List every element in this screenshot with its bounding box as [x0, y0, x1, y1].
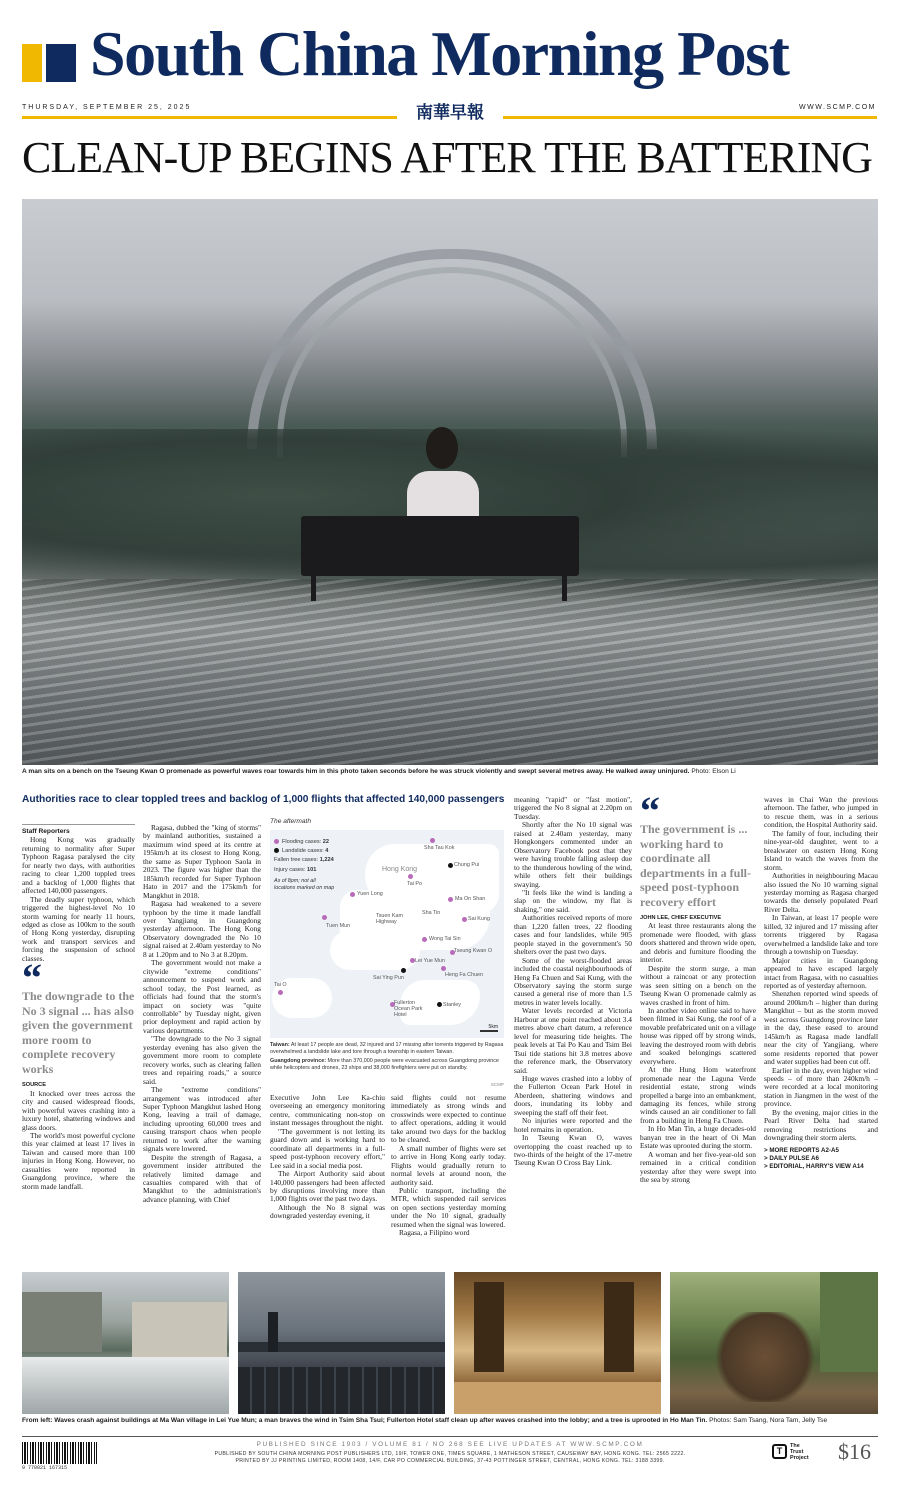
map-place-label: Stanley: [443, 1002, 461, 1008]
paragraph: Authorities received reports of more than 1,220 fallen trees, 22 flooding cases and four landslides, while 905 people stayed in the government's 50 shelters over the past two days.: [514, 913, 632, 957]
strip-photo-tsim-sha-tsui: [238, 1272, 445, 1414]
map-title: The aftermath: [270, 818, 312, 825]
paragraph: At the Hung Hom waterfront promenade near the Laguna Verde residential estate, strong winds propelled a barge into an embankment, damaging its fences, while strong winds caused an air conditioner to fall from a building in Heng Fa Chuen.: [640, 1065, 756, 1125]
paragraph: The "extreme conditions" arrangement was introduced after Super Typhoon Mangkhut lashed Hong Kong, leaving a trail of damage, including uprooting 60,000 trees and causing transport chaos when people returned to work after the warning signals were lowered.: [143, 1085, 261, 1154]
cover-price: $16: [838, 1439, 871, 1464]
paragraph: By the evening, major cities in the Pearl River Delta had started removing restrictions and downgrading their storm alerts.: [764, 1107, 878, 1143]
map-scale: 5km: [480, 1024, 498, 1032]
paragraph: Public transport, including the MTR, which suspended rail services on open sections yesterday morning under the No 10 signal, gradually resumed when the signal was lowered.: [391, 1185, 506, 1229]
building-shape: [132, 1302, 227, 1360]
barcode: [22, 1442, 97, 1464]
map-pin: [448, 863, 453, 868]
wave-splash: [22, 1357, 229, 1414]
paragraph: Earlier in the day, even higher wind speeds – of more than 240km/h – were recorded at a local monitoring station in Jiangmen in the west of the province.: [764, 1065, 878, 1109]
paragraph: In Tseung Kwan O, waves overtopping the coast reached up to two-thirds of the height of the 17-metre Tseung Kwan O Cross Bay Link.: [514, 1133, 632, 1168]
map-place-label: Sai Kung: [468, 916, 490, 922]
map-place-label: Sai Ying Pun: [373, 975, 404, 981]
dateline: THURSDAY, SEPTEMBER 25, 2025: [22, 104, 192, 111]
legend-value: 101: [306, 866, 317, 873]
paragraph: Hong Kong was gradually returning to normality after Super Typhoon Ragasa paralysed the city for nearly two days, with authorities racing to clear 1,200 toppled trees and a backlog of 1,000 flights that affected 140,000 passengers.: [22, 835, 135, 896]
paragraph: Executive John Lee Ka-chiu overseeing an emergency monitoring centre, communicating non-stop on instant messages throughout the night.: [270, 1094, 385, 1128]
bench-leg: [562, 571, 567, 601]
map-pin: [462, 917, 467, 922]
map-place-label: Tuen Mun: [326, 923, 351, 929]
paragraph: In another video online said to have been filmed in Sai Kung, the roof of a movable prefabricated unit on a village house was ripped off by strong winds, leaving the destroyed room with debris and soaked belongings scattered everywhere.: [640, 1005, 756, 1066]
map-place-label: Fullerton Ocean Park Hotel: [394, 1000, 423, 1019]
main-photo-caption: [22, 768, 878, 775]
flood-water: [22, 579, 878, 765]
legend-value: 22: [322, 839, 329, 845]
map-note-text: More than 370,000 people were evacuated across Guangdong province while helicopters and drones, 23 ships and 38,000 firefighters were put on standby.: [270, 1058, 499, 1071]
trust-line: Trust: [790, 1449, 804, 1455]
pull-quote: The government is ... working hard to coordinate all departments in a full-speed post-typhoon recovery effort: [640, 822, 751, 909]
map-place-label: Tseung Kwan O: [454, 948, 493, 954]
paragraph: "It feels like the wind is landing a slap on the window, my flat is shaking," one said.: [514, 887, 632, 914]
quote-mark-icon: [640, 796, 756, 818]
map-place-label: Chung Pui: [454, 862, 480, 868]
strip-caption: [22, 1417, 878, 1424]
map-place-label: Tai O: [274, 982, 287, 988]
gold-rule-right: [503, 116, 877, 119]
footer-imprint: [200, 1441, 700, 1464]
strip-photo-ma-wan: [22, 1272, 229, 1414]
map-land: [330, 930, 420, 970]
article-column-4: [391, 1094, 506, 1266]
byline: Staff Reporters: [22, 824, 135, 836]
paragraph: "The downgrade to the No 3 signal yesterday evening has also given the government more room to complete recovery works, such as clearing fallen trees and repairing roads," a source said.: [143, 1034, 261, 1086]
map-place-label: Yuen Long: [357, 891, 383, 897]
building-shape: [22, 1292, 102, 1352]
map-pin: [401, 968, 406, 973]
map-notes: [270, 1042, 504, 1071]
photo-credit: Photo: Elson Li: [691, 768, 736, 775]
strip-caption-text: From left: Waves crash against buildings at Ma Wan village in Lei Yue Mun; a man braves the wind in Tsim Sha Tsui; Fullerton Hotel staff clean up after waves crashed into the lobby; and a tree is uprooted in Ho Man Tin.: [22, 1417, 708, 1424]
article-column-3: [270, 1094, 385, 1266]
cross-references: [764, 1147, 878, 1172]
paragraph: meaning "rapid" or "fast motion", triggered the No 8 signal at 2.20pm on Tuesday.: [514, 796, 632, 821]
pillar-shape: [604, 1282, 634, 1372]
paragraph: Despite the storm surge, a man without a raincoat or any protection was seen sitting on a bench on the Tseung Kwan O promenade calmly as waves crashed in front of him.: [640, 963, 756, 1007]
paragraph: Ragasa had weakened to a severe typhoon by the time it made landfall over Yangjiang in Guangdong yesterday afternoon. The Hong Kong Observatory downgraded the No 10 signal raised at 2.40am yesterday to No 8 at 1.20pm and to No 3 at 8.20pm.: [143, 899, 261, 959]
quote-mark-icon: [22, 963, 135, 985]
strip-credit: Photos: Sam Tsang, Nora Tam, Jelly Tse: [709, 1417, 828, 1424]
logo-navy-block: [46, 44, 76, 82]
article-column-1: [22, 824, 135, 1264]
trust-project-icon: T: [772, 1444, 787, 1459]
landslide-dot-icon: [274, 848, 279, 853]
flood-dot-icon: [274, 839, 279, 844]
article-column-7: [764, 796, 878, 1266]
caption-text: A man sits on a bench on the Tseung Kwan O promenade as powerful waves roar towards him in this photo taken seconds before he was struck violently and swept several metres away. He walked away uninjured.: [22, 768, 690, 775]
trust-line: The: [790, 1443, 800, 1449]
ref-more-reports-link[interactable]: > MORE REPORTS A2-A5: [764, 1146, 839, 1154]
map-place-label: Tsuen Kam Highway: [376, 913, 403, 925]
trust-line: Project: [790, 1455, 809, 1461]
legend-label: Injury cases:: [274, 866, 306, 873]
bench-leg: [311, 571, 316, 601]
gold-rule-left: [22, 116, 397, 119]
paragraph: Authorities in neighbouring Macau also issued the No 10 warning signal yesterday morning as Ragasa charged towards the densely populated Pearl River Delta.: [764, 871, 878, 914]
legend-label: Landslide cases:: [282, 848, 324, 855]
paragraph: Ragasa, a Filipino word: [399, 1228, 470, 1238]
legend-value: 4: [325, 848, 329, 855]
map-place-label: Lei Yue Mun: [415, 958, 445, 964]
paragraph: In Ho Man Tin, a huge decades-old banyan tree in the heart of Oi Man Estate was uprooted during the storm.: [640, 1124, 756, 1151]
root-ball-shape: [710, 1312, 820, 1402]
article-column-6: [640, 796, 756, 1266]
paragraph: Some of the worst-flooded areas included the coastal neighbourhoods of Heng Fa Chuen and Sai Kung, with the Observatory saying the storm surge caused a general rise of more than 1.5 metres in water levels locally.: [514, 955, 632, 1007]
strip-photo-ho-man-tin-tree: [670, 1272, 878, 1414]
paragraph: Water levels recorded at Victoria Harbour at one point reached about 3.4 metres above chart datum, a reference level for measuring tide heights. The peak levels at Tai Po Kau and Tsim Bei Tsui tide stations hit 3.8 metres above the reference mark, the Observatory said.: [514, 1006, 632, 1075]
pull-quote: The downgrade to the No 3 signal ... has also given the government more room to complete recovery works: [22, 989, 135, 1076]
masthead-chinese: 南華早報: [416, 103, 484, 123]
paragraph: It knocked over trees across the city and caused widespread floods, with powerful waves crashing into a luxury hotel, shattering windows and glass doors.: [22, 1088, 135, 1132]
map-pin: [408, 874, 413, 879]
pillar-shape: [474, 1282, 504, 1372]
legend-label: Fallen tree cases:: [274, 857, 319, 864]
railing-shape: [238, 1367, 445, 1414]
strip-photo-fullerton-hotel: [454, 1272, 661, 1414]
ref-editorial-link[interactable]: > EDITORIAL, HARRY'S VIEW A14: [764, 1163, 864, 1171]
paragraph: The family of four, including their nine-year-old daughter, went to a breakwater on eastern Hong Kong Island to watch the waves from the storm.: [764, 828, 878, 872]
paragraph: At least three restaurants along the promenade were flooded, with glass doors shattered and thrown wide open, and debris and furniture flooding the interior.: [640, 921, 756, 965]
paragraph: A small number of flights were set to arrive in Hong Kong early today. Flights would gradually return to normal levels at around noon, the authority said.: [391, 1143, 506, 1187]
paragraph: A woman and her five-year-old son remained in a critical condition yesterday after they were swept into the sea by strong: [640, 1149, 756, 1185]
paragraph: Huge waves crashed into a lobby of the Fullerton Ocean Park Hotel in Aberdeen, shattering windows and doors, inundating its lobby and sweeping the staff off their feet.: [514, 1073, 632, 1117]
map-place-label: Heng Fa Chuen: [445, 972, 484, 978]
bench: [301, 516, 579, 576]
map-legend: [274, 838, 334, 875]
paragraph: Despite the strength of Ragasa, a government insider attributed the relatively limited damage and casualties compared with that of Mangkhut to the administration's advance planning, with Chief: [143, 1152, 261, 1204]
map-note-text: At least 17 people are dead, 32 injured and 17 missing after torrents triggered by Ragasa overwhelmed a landslide lake and tore through a township in eastern Taiwan.: [270, 1042, 504, 1055]
map-asof-note: As of 8pm; not all locations marked on map: [274, 878, 335, 891]
legend-value: 1,224: [319, 857, 334, 864]
map-pin: [441, 966, 446, 971]
map-note-label: Guangdong province:: [270, 1058, 327, 1065]
footer-line-3: PRINTED BY JJ PRINTING LIMITED, ROOM 1408, 14/F, CAR PO COMMERCIAL BUILDING, 37-43 POTTINGER STREET, CENTRAL, HONG KONG. TEL: 3188 3399.: [235, 1458, 665, 1464]
map-place-label: Sha Tin: [422, 910, 441, 916]
article-column-5: [514, 796, 632, 1266]
story-subhead: Authorities race to clear toppled trees and backlog of 1,000 flights that affected 140,000 passengers: [22, 794, 505, 805]
map-pin: [430, 838, 435, 843]
map-pin: [448, 897, 453, 902]
map-place-label: Tai Po: [407, 881, 422, 887]
map-source: SCMP: [490, 1082, 504, 1087]
paragraph: In Taiwan, at least 17 people were killed, 32 injured and 17 missing after torrents triggered by Ragasa overwhelmed a landslide lake and tore through a township on Tuesday.: [764, 913, 878, 957]
foliage-shape: [820, 1272, 878, 1372]
paragraph: said flights could not resume immediately as strong winds and crosswinds were expected to continue to affect operations, adding it would take around two days for the backlog to be cleared.: [391, 1094, 506, 1145]
person-shape: [268, 1312, 278, 1352]
footer-line-2: PUBLISHED BY SOUTH CHINA MORNING POST PUBLISHERS LTD, 19/F, TOWER ONE, TIMES SQUARE, 1 MATHESON STREET, CAUSEWAY BAY, HONG KONG. TEL: 2565 2222.: [214, 1451, 686, 1457]
map-pin: [422, 937, 427, 942]
paragraph: The government would not make a citywide "extreme conditions" announcement to suspend work and school today, the Post learned, as officials had found that the storm's impact on society was "quite controllable" by Tuesday night, given prior deployment and rapid action by various departments.: [143, 958, 261, 1035]
map-note-label: Taiwan:: [270, 1042, 290, 1048]
pull-quote-source: SOURCE: [22, 1082, 46, 1089]
article-column-2: [143, 824, 261, 1264]
website-url: WWW.SCMP.COM: [799, 104, 876, 111]
paragraph: waves in Chai Wan the previous afternoon. The father, who jumped in to rescue them, was in a serious condition, the Hospital Authority said.: [764, 796, 878, 830]
aftermath-map: [270, 818, 504, 1088]
map-place-label: Wong Tai Sin: [429, 936, 461, 942]
map-pin: [437, 1002, 442, 1007]
ref-daily-pulse-link[interactable]: > DAILY PULSE A6: [764, 1154, 819, 1162]
barcode-number: 9 770021 167315: [22, 1465, 68, 1471]
floor-shape: [454, 1382, 661, 1414]
trust-project-label: [790, 1443, 809, 1461]
paragraph: Ragasa, dubbed the "king of storms" by mainland authorities, sustained a maximum wind speed at its centre at 195km/h at its closest to Hong Kong, the same as Super Typhoon Saola in 2023. The figure was higher than the 185km/h recorded for Super Typhoon Hato in 2017 and the 175km/h for Mangkhut in 2018.: [143, 824, 261, 900]
region-label: Hong Kong: [382, 866, 418, 873]
paragraph: The world's most powerful cyclone this year claimed at least 17 lives in Taiwan and caused more than 100 injuries in Hong Kong. However, no casualties were reported in Guangdong province, where the storm made landfall.: [22, 1130, 135, 1191]
paragraph: Major cities in Guangdong appeared to have escaped largely intact from Ragasa, with no casualties reported as of yesterday afternoon.: [764, 955, 878, 990]
footer-line-1: PUBLISHED SINCE 1903 / VOLUME 81 / NO 268 SEE LIVE UPDATES AT WWW.SCMP.COM: [256, 1441, 644, 1448]
map-pin: [350, 892, 355, 897]
logo-gold-block: [22, 44, 42, 82]
map-pin: [278, 990, 283, 995]
paragraph: Shortly after the No 10 signal was raised at 2.40am yesterday, many Hongkongers commented under an Observatory Facebook post that they were having trouble falling asleep due to the thunderous howling of the wind, while others felt their buildings swaying.: [514, 820, 632, 889]
paragraph: "The government is not letting its guard down and is working hard to coordinate all departments in a full-speed post-typhoon recovery effort," Lee said in a social media post.: [270, 1126, 385, 1170]
page-headline: CLEAN-UP BEGINS AFTER THE BATTERING: [22, 133, 872, 182]
map-place-label: Ma On Shan: [455, 896, 486, 902]
map-pin: [322, 915, 327, 920]
map-place-label: Sha Tau Kok: [424, 845, 455, 851]
paragraph: No injuries were reported and the hotel remains in operation.: [514, 1116, 632, 1134]
map-area: [270, 830, 504, 1038]
paragraph: The deadly super typhoon, which triggered the highest-level No 10 storm warning for nearly 11 hours, edged as close as 100km to the south of Hong Kong yesterday, disrupting work and transport services and forcing the suspension of school classes.: [22, 894, 135, 963]
person-head: [426, 427, 458, 469]
paragraph: The Airport Authority said about 140,000 passengers had been affected by disruptions involving more than 1,000 flights over the past two days.: [270, 1169, 385, 1204]
paragraph: Shenzhen reported wind speeds of around 200km/h – higher than during Mangkhut – but as the storm moved west across Guangdong province later in the day, these eased to around 145km/h as Ragasa made landfall near the city of Yangjiang, where some residents reported that power and water supplies had been cut off.: [764, 989, 878, 1067]
footer-rule: [22, 1436, 878, 1437]
main-photo: [22, 199, 878, 765]
masthead-title: South China Morning Post: [90, 18, 789, 89]
pull-quote-source: JOHN LEE, CHIEF EXECUTIVE: [640, 915, 722, 921]
paragraph: Although the No 8 signal was downgraded yesterday evening, it: [270, 1202, 385, 1221]
legend-label: Flooding cases:: [282, 839, 322, 845]
